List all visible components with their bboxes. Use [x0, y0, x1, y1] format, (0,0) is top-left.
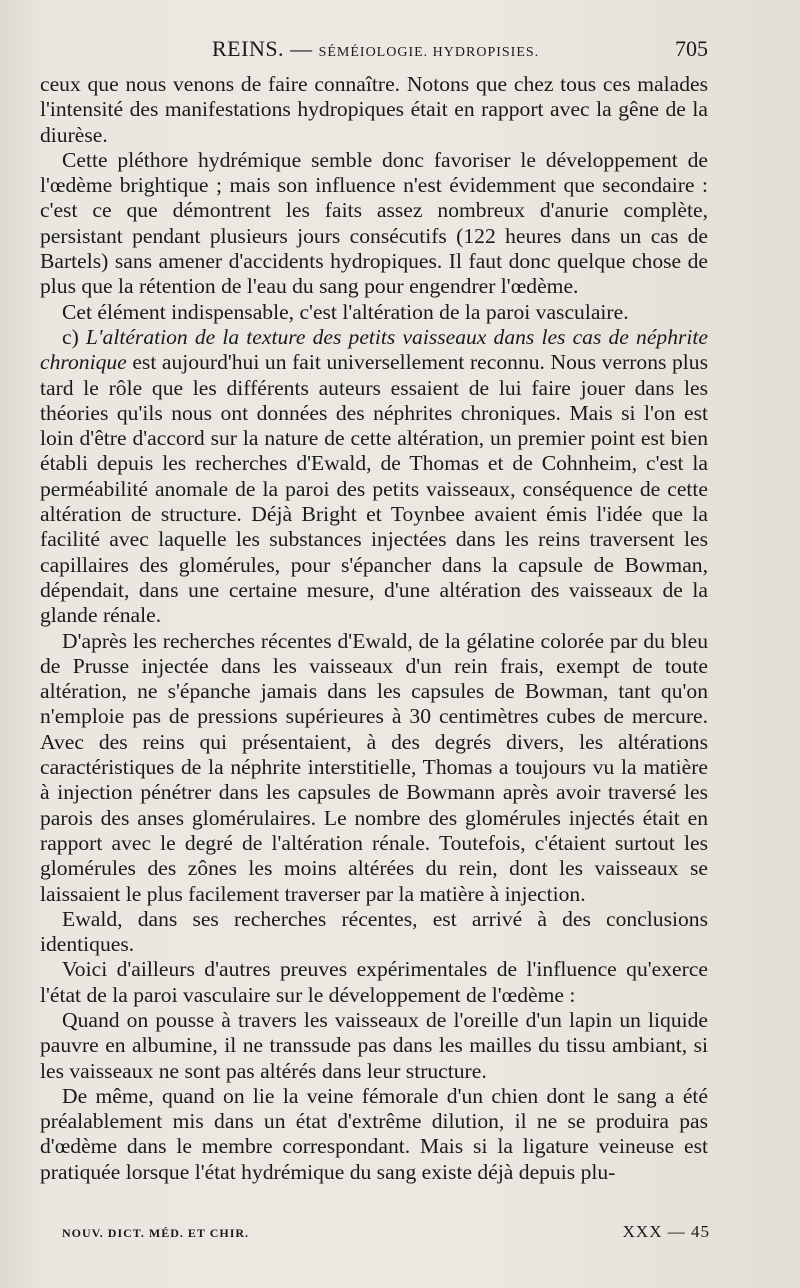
paragraph-4: [40, 325, 708, 629]
page-header: [40, 36, 708, 66]
paragraph-9: De même, quand on lie la veine fémorale d'un chien dont le sang a été préalablement mis dans un état d'extrême dilution, il ne se produira pas d'œdème dans le membre correspondant. Mais si la ligature veineuse est pratiquée lorsque l'état hydrémique du sang existe déjà depuis plu-: [40, 1083, 708, 1184]
paragraph-3: Cet élément indispensable, c'est l'altération de la paroi vasculaire.: [62, 299, 629, 324]
body-text: [40, 72, 708, 1185]
footer-sheet-mark: XXX — 45: [622, 1222, 710, 1241]
header-dash: —: [284, 36, 319, 61]
paragraph-6: Ewald, dans ses recherches récentes, est arrivé à des conclusions identiques.: [40, 906, 708, 957]
paragraph-8: Quand on pousse à travers les vaisseaux de l'oreille d'un lapin un liquide pauvre en albumine, il ne transsude pas dans les mailles du tissu ambiant, si les vaisseaux ne sont pas altérés dans leur structure.: [40, 1007, 708, 1083]
paragraph-1: ceux que nous venons de faire connaître. Notons que chez tous ces malades l'intensité des manifestations hydropiques était en rapport avec la gêne de la diurèse.: [40, 72, 708, 147]
running-head: [212, 36, 539, 62]
header-section: SÉMÉIOLOGIE. HYDROPISIES.: [318, 45, 540, 60]
paragraph-7: Voici d'ailleurs d'autres preuves expérimentales de l'influence qu'exerce l'état de la paroi vasculaire sur le développement de l'œdème :: [40, 957, 708, 1007]
paragraph-4-label: c): [62, 324, 86, 349]
paragraph-2: Cette pléthore hydrémique semble donc favoriser le développement de l'œdème brightique ; mais son influence n'est évidemment que secondaire : c'est ce que démontrent les faits assez nombreux d'anurie complète, persistant pendant plusieurs jours consécutifs (122 heures dans un cas de Bartels) sans amener d'accidents hydropiques. Il faut donc quelque chose de plus que la rétention de l'eau du sang pour engendrer l'œdème.: [40, 147, 708, 299]
paragraph-4-rest: est aujourd'hui un fait universellement reconnu. Nous verrons plus tard le rôle que les différents auteurs essaient de lui faire jouer dans les théories qu'ils nous ont données des néphrites chroniques. Mais si l'on est loin d'être d'accord sur la nature de cette altération, un premier point est bien établi depuis les recherches d'Ewald, de Thomas et de Cohnheim, c'est la perméabilité anomale de la paroi des petits vaisseaux, conséquence de cette altération de structure. Déjà Bright et Toynbee avaient émis l'idée que la facilité avec laquelle les substances injectées dans les reins traversent les capillaires des glomérules, pour s'épancher dans la capsule de Bowman, dépendait, dans une certaine mesure, d'une altération des vaisseaux de la glande rénale.: [40, 350, 708, 628]
page-footer: [62, 1222, 710, 1244]
paragraph-5: D'après les recherches récentes d'Ewald, de la gélatine colorée par du bleu de Prusse injectée dans les vaisseaux d'un rein frais, exempt de toute altération, ne s'épanche jamais dans les capsules de Bowman, tant qu'on n'emploie pas de pressions supérieures à 30 centimètres cubes de mercure. Avec des reins qui présentaient, à des degrés divers, les altérations caractéristiques de la néphrite interstitielle, Thomas a toujours vu la matière à injection pénétrer dans les capsules de Bowmann après avoir traversé les parois des anses glomérulaires. Le nombre des glomérules injectés était en rapport avec le degré de l'altération rénale. Toutefois, c'étaient surtout les glomérules des zônes les moins altérées du rein, dont les vaisseaux se laissaient le plus facilement traverser par la matière à injection.: [40, 628, 708, 906]
page-number: 705: [675, 36, 708, 61]
footer-signature: NOUV. DICT. MÉD. ET CHIR.: [62, 1226, 250, 1240]
header-title: REINS.: [212, 36, 285, 61]
paragraph-4-italic: L'altération de la texture des petits vaisseaux dans les cas de néphrite chronique: [40, 324, 708, 375]
